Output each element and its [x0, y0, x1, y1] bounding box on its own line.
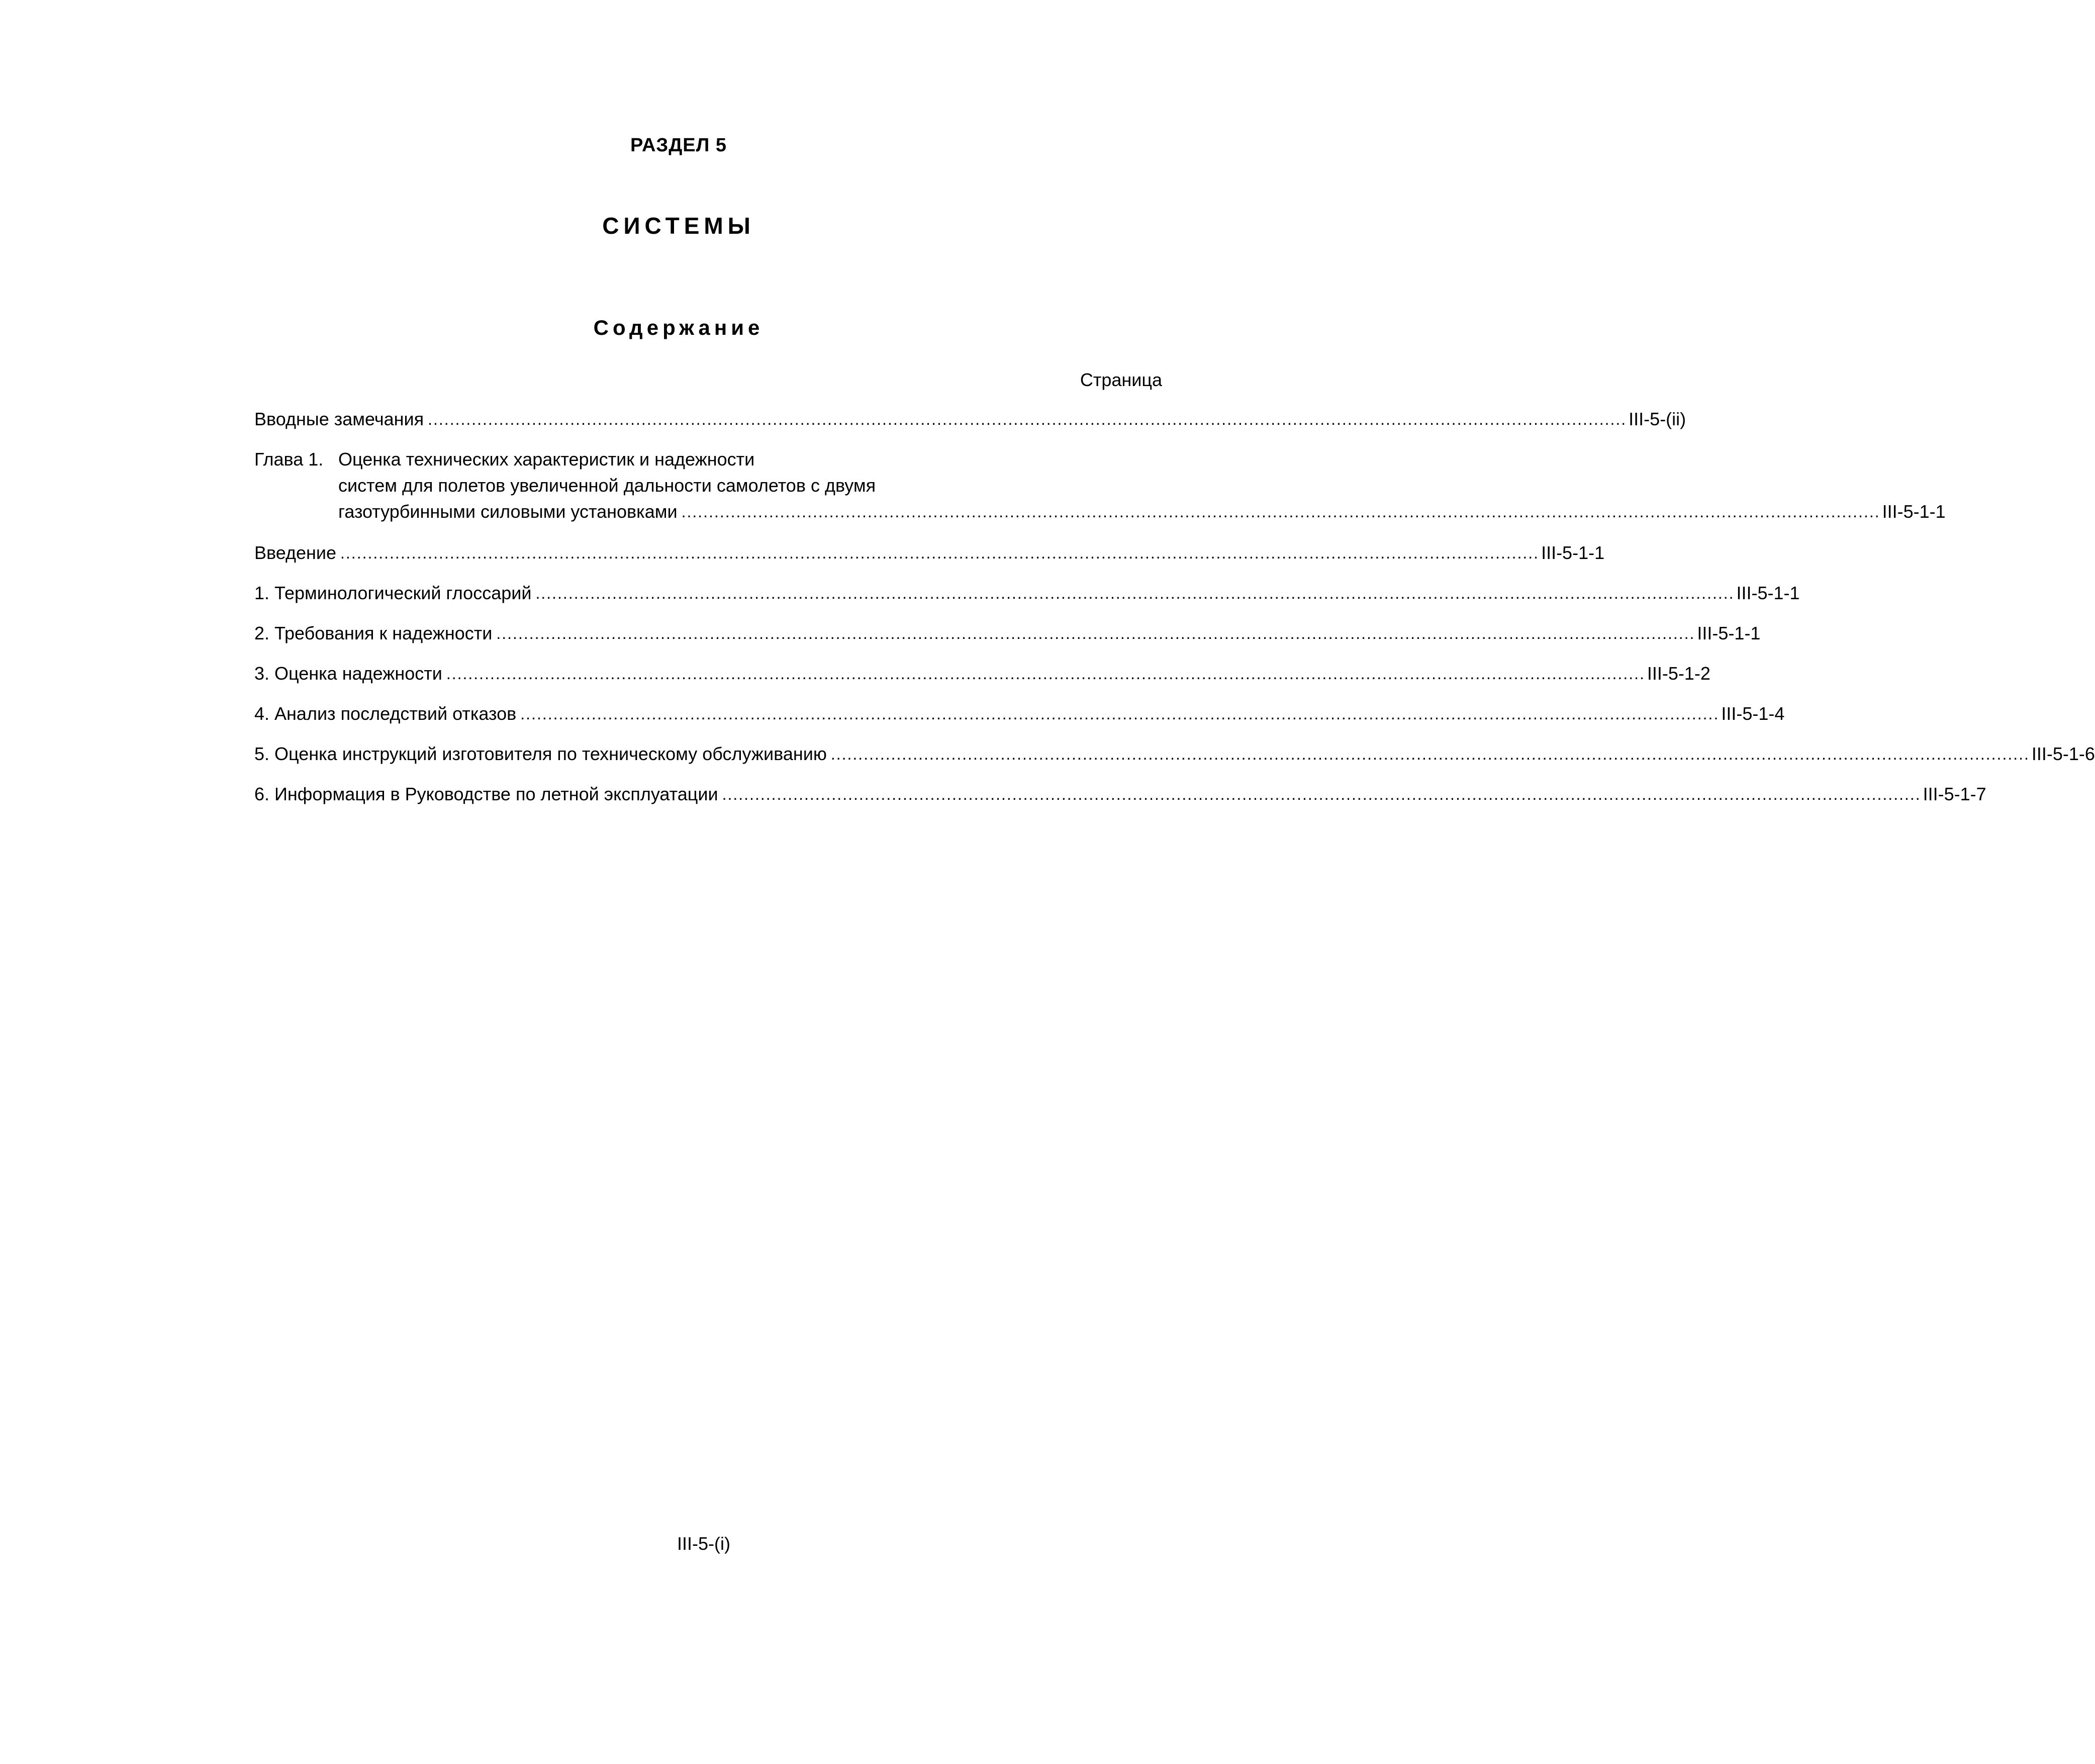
toc-entry: [254, 620, 1761, 646]
dot-leader: ...........................................................................................................................................................................................................................: [496, 624, 1695, 642]
page-column-header: Страница: [1080, 369, 1162, 390]
toc-entry-title: Вводные замечания: [254, 409, 424, 429]
toc-entry-page: III-5-1-7: [1923, 784, 1986, 804]
section-label: РАЗДЕЛ 5: [630, 135, 727, 156]
toc-entry-page: III-5-1-1: [1736, 583, 1800, 603]
contents-title: Содержание: [593, 316, 764, 339]
toc-entry-title: 6. Информация в Руководстве по летной эксплуатации: [254, 784, 718, 804]
toc-entry-page: III-5-1-1: [1882, 501, 1946, 522]
dot-leader: ...........................................................................................................................................................................................................................: [535, 584, 1735, 602]
dot-leader: ...........................................................................................................................................................................................................................: [428, 410, 1627, 428]
toc-entry-title: Введение: [254, 542, 337, 563]
chapter-title-line-1: Оценка технических характеристик и надежности: [338, 449, 755, 470]
toc-entry-page: III-5-1-1: [1541, 542, 1605, 563]
chapter-title-line-2: систем для полетов увеличенной дальности самолетов с двумя: [338, 475, 876, 496]
dot-leader: ...........................................................................................................................................................................................................................: [446, 665, 1645, 683]
toc-entry-page: III-5-1-6: [2031, 744, 2095, 764]
toc-entry-title: 1. Терминологический глоссарий: [254, 583, 532, 603]
page-number-footer: III-5-(i): [677, 1533, 730, 1554]
toc-entry-page: III-5-1-2: [1647, 663, 1710, 684]
dot-leader: ...........................................................................................................................................................................................................................: [830, 745, 2030, 763]
chapter-prefix: Глава 1.: [254, 449, 324, 470]
toc-entry: [254, 781, 1986, 807]
toc-entry-page: III-5-(ii): [1629, 409, 1686, 429]
dot-leader: ...........................................................................................................................................................................................................................: [340, 544, 1540, 562]
toc-entry-title: 2. Требования к надежности: [254, 623, 493, 643]
dot-leader: ...........................................................................................................................................................................................................................: [722, 785, 1921, 803]
toc-entry-intro: [254, 406, 1686, 432]
toc-entry-page: III-5-1-1: [1697, 623, 1761, 643]
toc-entry-title: 3. Оценка надежности: [254, 663, 442, 684]
toc-entry: [254, 540, 1605, 566]
chapter-title-line-3: газотурбинными силовыми установками: [338, 501, 678, 522]
toc-entry: [254, 580, 1800, 606]
section-title: СИСТЕМЫ: [602, 213, 755, 239]
dot-leader: ...........................................................................................................................................................................................................................: [681, 503, 1880, 521]
chapter-title-line-3-row: [338, 499, 1946, 525]
dot-leader: ...........................................................................................................................................................................................................................: [520, 705, 1720, 723]
toc-entry: [254, 661, 1710, 687]
toc-entry: [254, 741, 2095, 767]
toc-entry: [254, 701, 1785, 727]
toc-entry-title: 5. Оценка инструкций изготовителя по техническому обслуживанию: [254, 744, 827, 764]
toc-entry-page: III-5-1-4: [1721, 703, 1785, 724]
toc-entry-title: 4. Анализ последствий отказов: [254, 703, 517, 724]
